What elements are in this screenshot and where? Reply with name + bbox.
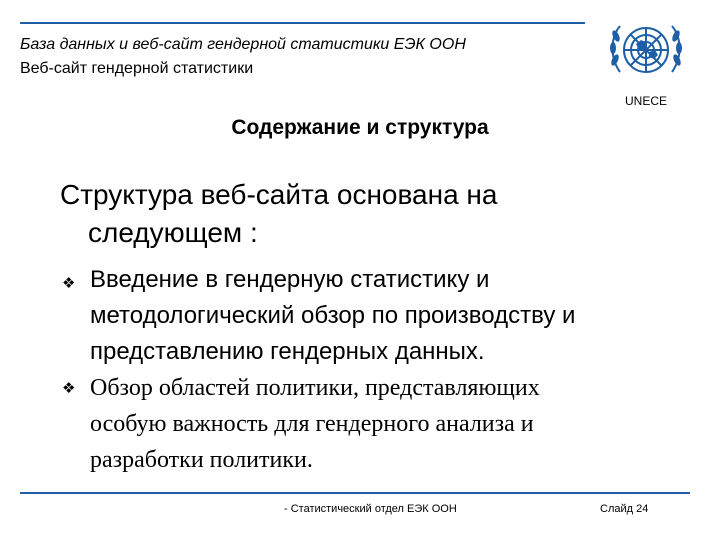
footer-source: - Статистический отдел ЕЭК ООН [284,503,457,515]
bullet-line: Введение в гендерную статистику и [90,266,490,293]
intro-line: Структура веб-сайта основана на [60,179,498,210]
header-title: База данных и веб-сайт гендерной статистики ЕЭК ООН [20,36,466,53]
logo-text: UNECE [624,94,667,108]
diamond-bullet-icon: ❖ [62,275,76,292]
bullet-line: Обзор областей политики, представляющих [90,375,540,401]
footer-divider [20,492,690,494]
slide-title: Содержание и структура [231,116,489,139]
un-emblem-icon [604,14,688,94]
unece-logo [604,14,688,110]
bullet-line: разработки политики. [90,447,313,473]
header-subtitle: Веб-сайт гендерной статистики [20,60,254,77]
bullet-line: особую важность для гендерного анализа и [90,411,534,437]
diamond-bullet-icon: ❖ [62,380,76,397]
intro-line: следующем : [88,217,258,248]
bullet-line: методологический обзор по производству и [90,302,576,329]
slide-number: Слайд 24 [600,503,649,515]
bullet-item [90,262,690,370]
header-divider [20,22,585,24]
bullet-line: представлению гендерных данных. [90,338,485,365]
bullet-item [90,370,690,478]
intro-text [60,176,680,252]
